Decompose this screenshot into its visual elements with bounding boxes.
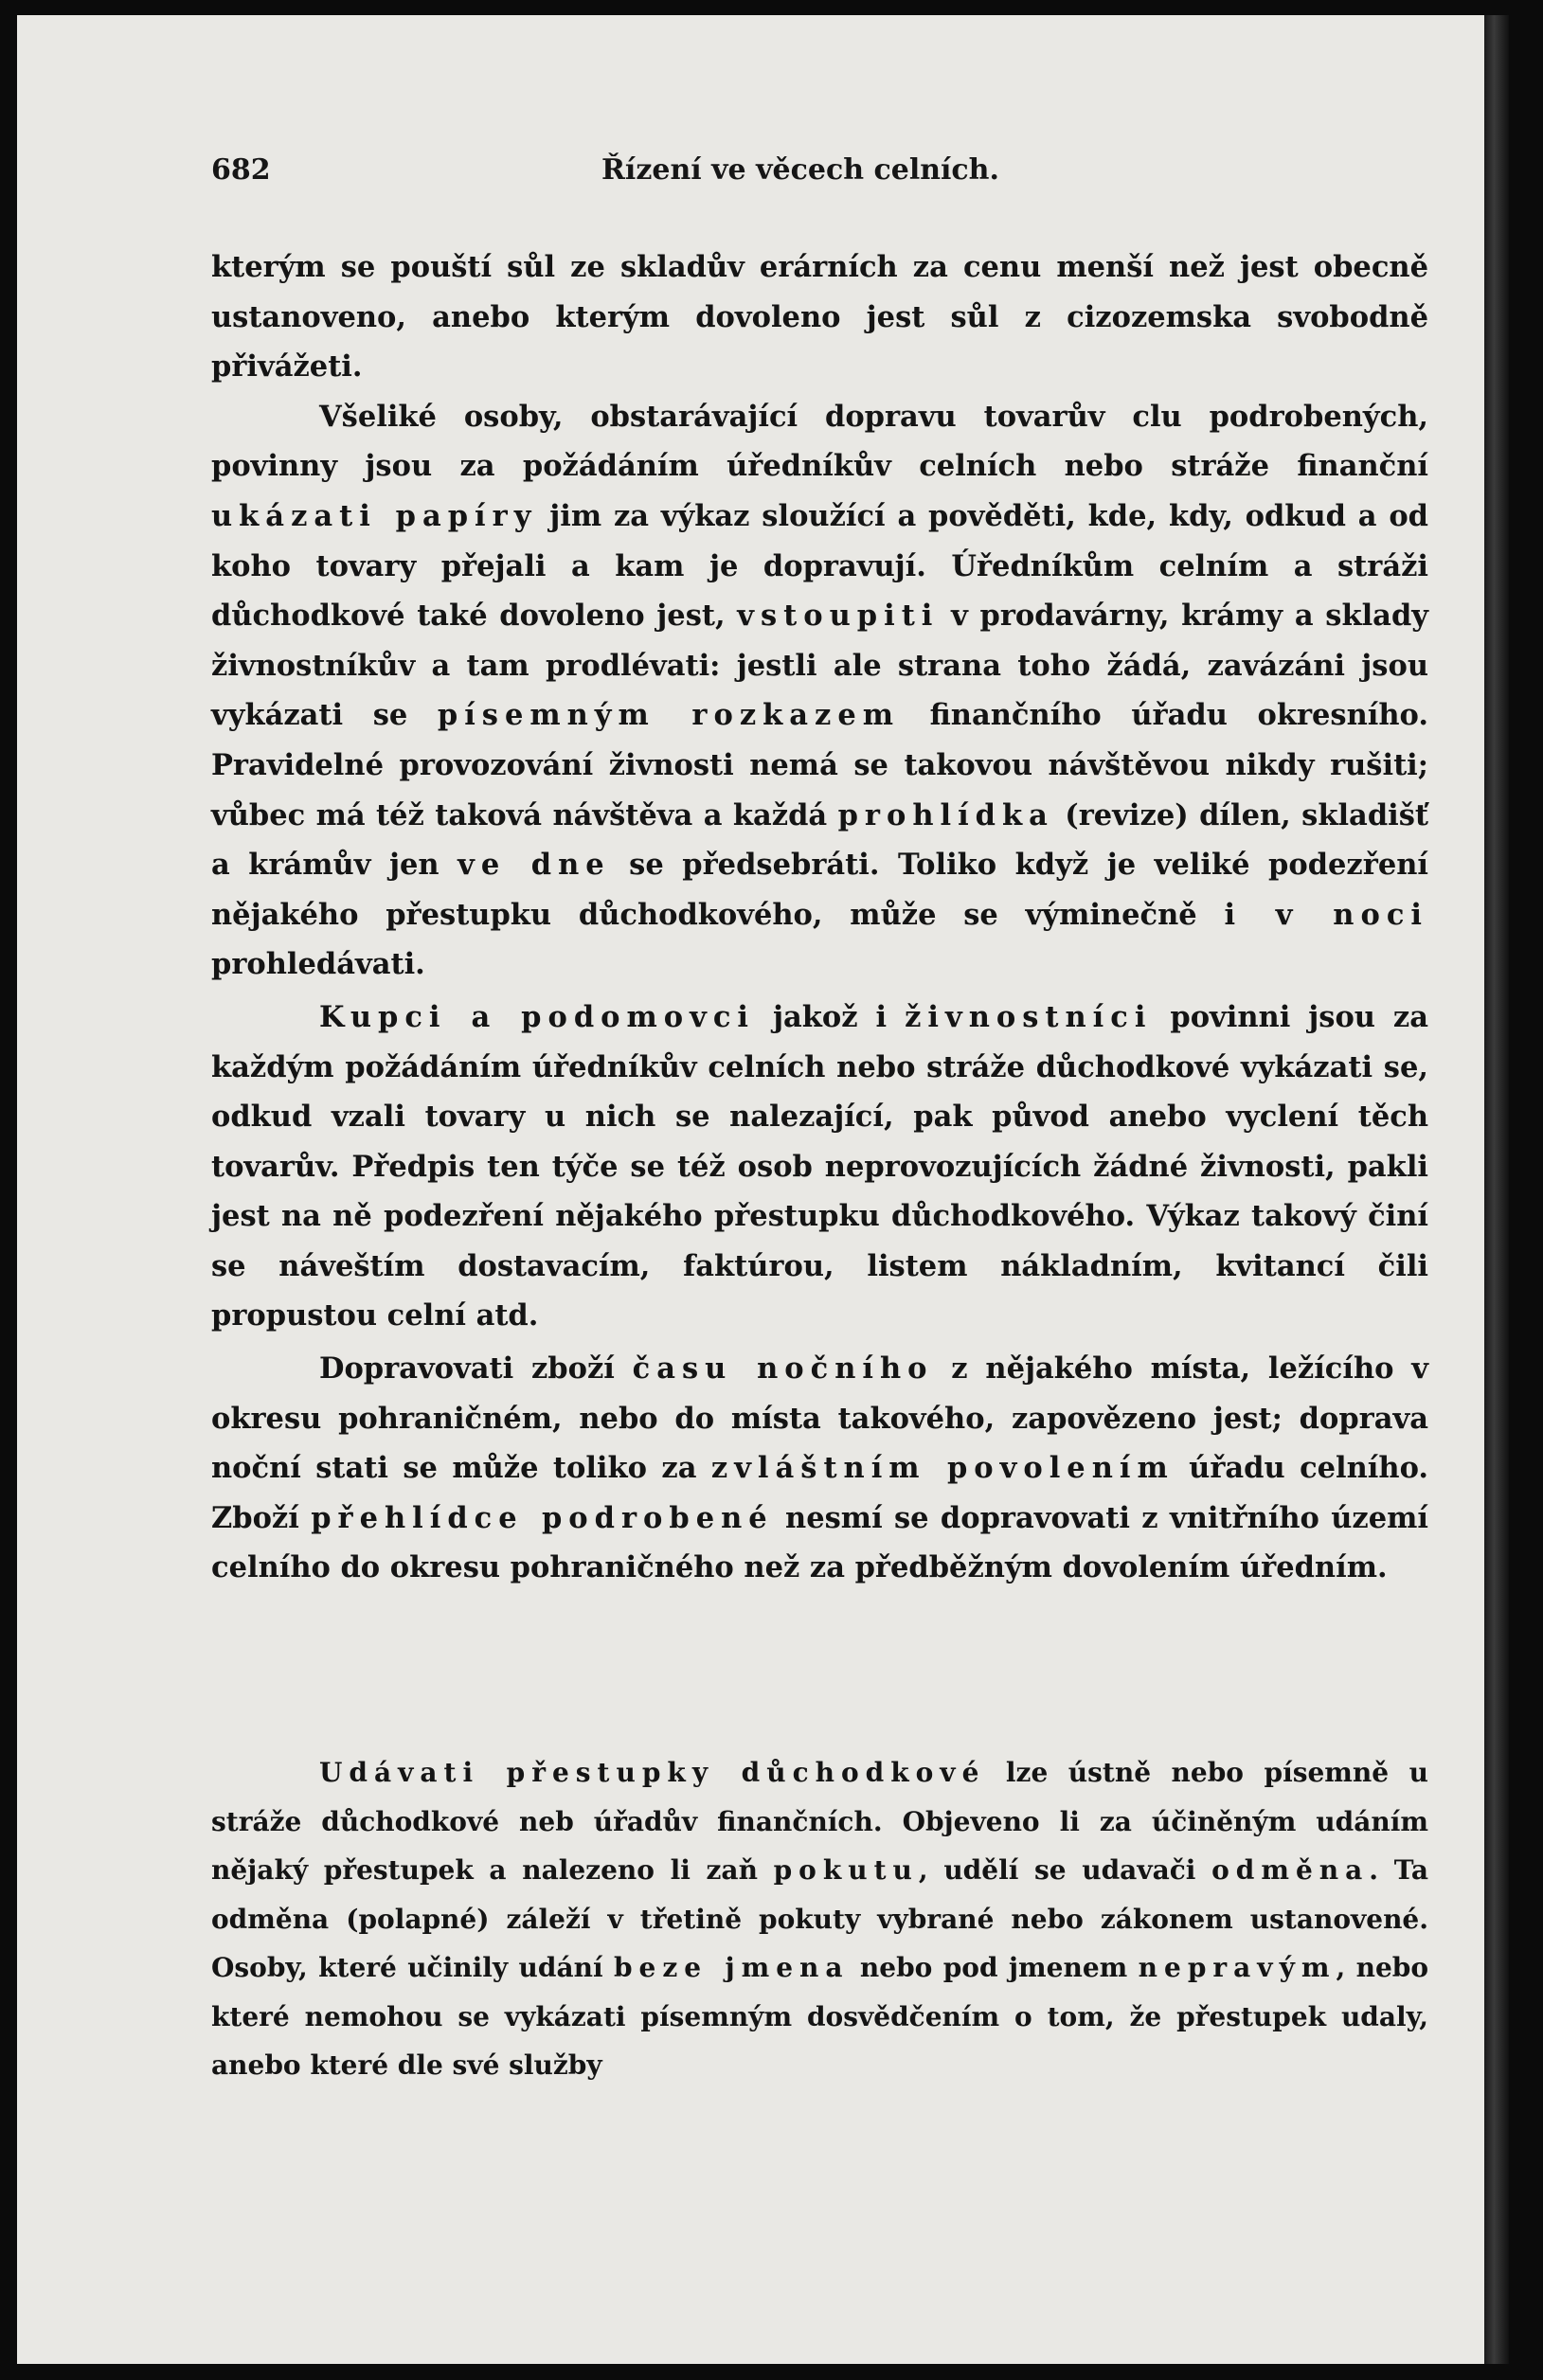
spaced-emphasis: vstoupiti	[737, 599, 940, 634]
spaced-emphasis: odměna	[1211, 1854, 1370, 1886]
running-title: Řízení ve věcech celních.	[601, 153, 999, 187]
text-segment: prohledávati.	[211, 947, 425, 982]
spaced-emphasis: ukázati papíry	[211, 498, 538, 533]
text-segment: jakož i	[755, 999, 906, 1034]
main-text	[211, 242, 1428, 1593]
text-segment: Všeliké osoby, obstarávající dopravu tovarův clu podrobených, povinny jsou za požádáním úředníkův celních nebo stráže finanční	[211, 399, 1428, 484]
page-edge-shadow	[1484, 15, 1509, 2364]
spaced-emphasis: zvláštním povolením	[710, 1451, 1175, 1486]
text-segment: nebo pod jmenem	[849, 1952, 1139, 1983]
spaced-emphasis: písemným rozkazem	[437, 698, 901, 733]
text-segment: v prodavárny, krámy a sklady živnostníkův a tam prodlévati: jestli ale strana toho žádá, zavázáni jsou vykázati se	[211, 599, 1428, 733]
text-segment: z nějakého místa, ležícího v okresu pohraničném, nebo do místa takového, zapovězeno jest; doprava noční stati se může toliko za	[211, 1351, 1428, 1486]
text-segment: . Ta odměna (polapné) záleží v třetině pokuty vybrané nebo zákonem ustanovené. Osoby, které učinily udání	[211, 1854, 1428, 1983]
small-print-text	[211, 1748, 1428, 2090]
spaced-emphasis: i v noci	[1224, 897, 1428, 932]
spaced-emphasis: prohlídka	[837, 797, 1054, 832]
book-page	[17, 15, 1509, 2364]
paragraph	[211, 1748, 1428, 2090]
spaced-emphasis: Udávati přestupky důchodkové	[319, 1757, 986, 1788]
text-segment: lze ústně nebo písemně u stráže důchodkové neb úřadův finančních. Objeveno li za účiněným udáním nějaký přestupek a nalezeno li zaň	[211, 1757, 1428, 1886]
paragraph	[211, 1344, 1428, 1593]
text-segment: (revize) dílen, skladišť a krámův jen	[211, 797, 1428, 883]
text-segment: jim za výkaz sloužící a pověděti, kde, kdy, odkud a od koho tovary přejali a kam je dopravují. Úředníkům celním a stráži důchodkové také dovoleno jest,	[211, 498, 1428, 634]
text-segment: , udělí se udavači	[918, 1854, 1212, 1886]
paragraph	[211, 242, 1428, 392]
spaced-emphasis: času nočního	[632, 1351, 934, 1387]
spaced-emphasis: živnostníci	[905, 999, 1153, 1034]
text-segment: Dopravovati zboží	[319, 1351, 633, 1387]
spaced-emphasis: ve dne	[458, 848, 611, 883]
text-segment: nesmí se dopravovati z vnitřního území celního do okresu pohraničného než za předběžným dovolením úředním.	[211, 1500, 1428, 1585]
text-segment: úřadu celního. Zboží	[211, 1451, 1428, 1535]
text-segment: kterým se pouští sůl ze skladův erárních za cenu menší než jest obecně ustanoveno, anebo kterým dovoleno jest sůl z cizozemska svobodně přivážeti.	[211, 250, 1428, 385]
spaced-emphasis: pokutu	[773, 1854, 919, 1886]
text-segment: , nebo které nemohou se vykázati písemným dosvědčením o tom, že přestupek udaly, anebo které dle své služby	[211, 1952, 1429, 2081]
text-segment: finančního úřadu okresního. Pravidelné provozování živnosti nemá se takovou návštěvou nikdy rušiti; vůbec má též taková návštěva a každá	[211, 698, 1428, 832]
paragraph	[211, 993, 1428, 1341]
spaced-emphasis: Kupci a podomovci	[319, 999, 756, 1034]
page-header	[211, 153, 1428, 199]
spaced-emphasis: nepravým	[1138, 1952, 1337, 1983]
text-segment: povinni jsou za každým požádáním úředníkův celních nebo stráže důchodkové vykázati se, odkud vzali tovary u nich se nalezající, pak původ anebo vyclení těch tovarův. Předpis ten týče se též osob neprovozujících žádné živnosti, pakli jest na ně podezření nějakého přestupku důchodkového. Výkaz takový činí se náveštím dostavacím, faktúrou, listem nákladním, kvitancí čili propustou celní atd.	[211, 999, 1428, 1333]
spaced-emphasis: přehlídce podrobené	[311, 1500, 774, 1535]
text-segment: se předsebráti. Toliko když je veliké podezření nějakého přestupku důchodkového, může se výminečně	[211, 848, 1428, 932]
page-number: 682	[211, 153, 271, 187]
spaced-emphasis: beze jmena	[613, 1952, 850, 1983]
paragraph	[211, 392, 1428, 990]
